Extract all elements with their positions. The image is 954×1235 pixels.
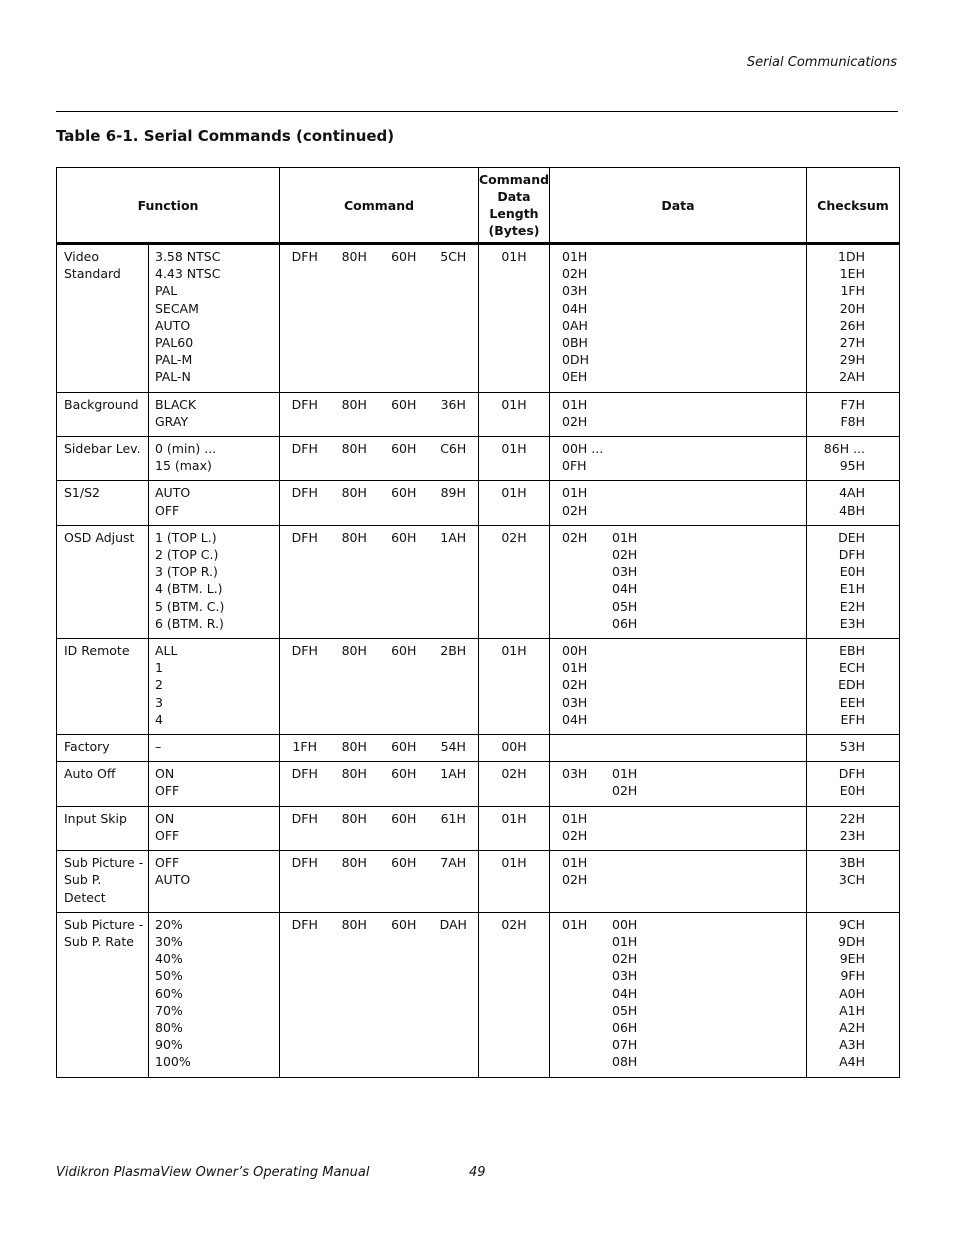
data-byte: 02H [562,266,588,282]
command-byte: 60H [391,810,417,826]
checksum-value: 3BH [839,855,865,871]
parameter-value: 3 (TOP R.) [155,564,218,580]
data-byte: 01H [612,933,638,949]
data-byte: 01H [562,249,588,264]
header-command: Command [280,168,479,244]
checksum-value: 2AH [839,369,865,385]
checksum-value: 53H [839,739,865,755]
command-byte: DFH [291,485,318,501]
data-cell [550,735,807,762]
parameter-cell [149,639,280,735]
data-cell [550,912,807,1077]
command-cell [280,735,479,762]
data-byte: 03H [612,968,638,984]
function-name: Background [64,396,139,412]
parameter-value: 1 [155,660,163,676]
command-byte: 80H [341,855,367,871]
data-byte: 00H [612,916,638,932]
checksum-cell [807,437,900,481]
parameter-value: 50% [155,968,183,984]
data-byte: 04H [562,300,588,316]
command-byte: 36H [440,396,466,412]
data-byte: 01H [562,855,588,871]
data-byte: 02H [562,529,588,545]
command-byte: 60H [391,739,417,755]
table-row [57,912,900,1077]
data-byte: 04H [562,711,588,727]
checksum-value: 9CH [838,916,865,932]
command-byte: DFH [291,249,318,264]
data-byte: 0EH [562,369,588,385]
command-byte: C6H [440,441,467,457]
command-cell [280,525,479,638]
data-cell [550,762,807,806]
length-cell [479,437,550,481]
data-byte: 04H [612,985,638,1001]
table-row [57,762,900,806]
function-cell [57,481,149,525]
parameter-value: ON [155,766,175,782]
data-byte: 05H [612,1002,638,1018]
command-cell [280,392,479,436]
data-byte: 06H [612,1019,638,1035]
data-byte: 08H [612,1054,638,1070]
checksum-value: 1EH [839,266,865,282]
data-byte: 03H [562,694,588,710]
length-cell [479,806,550,850]
length-cell [479,762,550,806]
data-byte: 01H [562,485,588,501]
parameter-value: 40% [155,951,183,967]
parameter-value: AUTO [155,317,191,333]
function-name: Detect [64,889,106,905]
serial-commands-table [56,167,900,1078]
data-byte: 00H ... [562,441,604,457]
checksum-value: A4H [839,1054,865,1070]
header-length [479,168,550,244]
page-number: 49 [469,1165,486,1180]
length-value: 01H [501,396,527,412]
command-byte: 60H [391,249,417,264]
data-byte: 01H [562,396,588,412]
checksum-cell [807,481,900,525]
command-cell [280,806,479,850]
checksum-cell [807,639,900,735]
parameter-cell [149,851,280,913]
length-cell [479,912,550,1077]
table-caption: Table 6-1. Serial Commands (continued) [56,127,395,145]
parameter-value: AUTO [155,872,191,888]
parameter-value: 20% [155,916,183,932]
table-row [57,806,900,850]
parameter-value: OFF [155,783,180,799]
command-byte: 60H [391,855,417,871]
length-value: 01H [501,441,527,457]
parameter-value: 60% [155,985,183,1001]
table-row [57,244,900,393]
length-value: 01H [501,855,527,871]
parameter-value: 90% [155,1037,183,1053]
parameter-value: 1 (TOP L.) [155,529,217,545]
checksum-value: 9DH [838,933,865,949]
command-byte: DFH [291,396,318,412]
function-name: Sidebar Lev. [64,441,141,457]
command-byte: 1AH [440,766,467,782]
checksum-value: EDH [838,677,865,693]
command-byte: 80H [341,249,367,264]
checksum-cell [807,851,900,913]
command-byte: 89H [440,485,466,501]
parameter-value: OFF [155,502,180,518]
checksum-value: E1H [839,581,865,597]
checksum-value: DFH [838,547,865,563]
checksum-value: DEH [838,529,865,545]
length-value: 02H [501,529,527,545]
length-value: 01H [501,810,527,826]
checksum-value: E3H [839,615,865,631]
parameter-value: 4 (BTM. L.) [155,581,223,597]
command-byte: DFH [291,766,318,782]
command-byte: 60H [391,396,417,412]
checksum-cell [807,762,900,806]
checksum-cell [807,735,900,762]
checksum-value: 1FH [840,283,865,299]
command-byte: 80H [341,485,367,501]
parameter-value: 80% [155,1019,183,1035]
table-row [57,481,900,525]
data-cell [550,851,807,913]
length-cell [479,735,550,762]
command-byte: 54H [440,739,466,755]
command-byte: 2BH [440,643,467,659]
parameter-value: GRAY [155,413,189,429]
command-byte: 61H [440,810,466,826]
data-byte: 00H [562,643,588,659]
checksum-value: 26H [839,317,865,333]
function-name: Sub P. [64,872,102,888]
parameter-value: 2 (TOP C.) [155,547,219,563]
function-name: Sub Picture - [64,916,144,932]
table-row [57,851,900,913]
function-name: Input Skip [64,810,127,826]
data-byte: 0FH [562,458,587,474]
checksum-value: DFH [838,766,865,782]
parameter-value: 2 [155,677,163,693]
function-name: Sub Picture - [64,855,144,871]
command-cell [280,437,479,481]
function-name: Factory [64,739,110,755]
function-name: Sub P. Rate [64,933,134,949]
checksum-value: A0H [839,985,865,1001]
checksum-value: E0H [839,783,865,799]
parameter-cell [149,392,280,436]
data-byte: 02H [562,677,588,693]
checksum-cell [807,806,900,850]
checksum-value: EFH [840,711,865,727]
checksum-cell [807,392,900,436]
length-value: 01H [501,485,527,501]
length-cell [479,639,550,735]
command-cell [280,481,479,525]
footer-title: Vidikron PlasmaView Owner’s Operating Manual [56,1165,370,1180]
checksum-value: 95H [839,458,865,474]
function-cell [57,639,149,735]
data-byte: 07H [612,1037,638,1053]
parameter-value: ON [155,810,175,826]
data-cell [550,437,807,481]
parameter-value: PAL-M [155,352,193,368]
command-cell [280,912,479,1077]
function-name: Standard [64,266,121,282]
data-byte: 03H [562,283,588,299]
parameter-cell [149,806,280,850]
checksum-value: 20H [839,300,865,316]
parameter-value: BLACK [155,396,197,412]
command-byte: DFH [291,441,318,457]
header-rule [56,111,898,112]
checksum-value: 22H [839,810,865,826]
checksum-value: 4AH [839,485,865,501]
checksum-cell [807,244,900,393]
table-row [57,392,900,436]
checksum-value: 3CH [838,872,865,888]
checksum-value: A1H [839,1002,865,1018]
parameter-value: 4 [155,711,163,727]
data-byte: 02H [612,783,638,799]
parameter-value: AUTO [155,485,191,501]
parameter-value: ALL [155,643,178,659]
checksum-value: 4BH [839,502,865,518]
checksum-value: F7H [840,396,865,412]
command-byte: 60H [391,441,417,457]
length-cell [479,392,550,436]
parameter-value: 4.43 NTSC [155,266,221,282]
data-cell [550,639,807,735]
command-byte: DFH [291,916,318,932]
command-byte: 1FH [292,739,318,755]
length-value: 02H [501,916,527,932]
data-byte: 0DH [562,352,589,368]
command-byte: 80H [341,441,367,457]
parameter-cell [149,735,280,762]
length-cell [479,851,550,913]
length-value: 00H [501,739,527,755]
checksum-value: EEH [839,694,865,710]
function-cell [57,806,149,850]
checksum-value: EBH [839,643,865,659]
command-byte: 60H [391,485,417,501]
parameter-value: 6 (BTM. R.) [155,615,224,631]
data-byte: 01H [562,660,588,676]
parameter-value: 30% [155,933,183,949]
function-cell [57,392,149,436]
command-byte: 5CH [440,249,467,264]
command-byte: 60H [391,916,417,932]
parameter-value: 100% [155,1054,191,1070]
function-cell [57,437,149,481]
command-byte: DFH [291,810,318,826]
parameter-cell [149,437,280,481]
header-length-line: Length [489,206,539,221]
length-value: 02H [501,766,527,782]
data-cell [550,806,807,850]
parameter-cell [149,481,280,525]
function-name: OSD Adjust [64,529,135,545]
function-cell [57,525,149,638]
command-byte: 80H [341,529,367,545]
command-byte: DFH [291,529,318,545]
running-header: Serial Communications [746,55,897,70]
data-byte: 01H [612,529,638,545]
function-name: Auto Off [64,766,116,782]
table-row [57,639,900,735]
table-row [57,735,900,762]
data-cell [550,392,807,436]
parameter-cell [149,762,280,806]
data-byte: 04H [612,581,638,597]
checksum-value: E2H [839,598,865,614]
function-name: ID Remote [64,643,130,659]
parameter-value: PAL-N [155,369,191,385]
checksum-cell [807,912,900,1077]
data-byte: 01H [562,810,588,826]
function-cell [57,851,149,913]
checksum-value: ECH [838,660,865,676]
data-cell [550,525,807,638]
parameter-value: PAL60 [155,335,194,351]
data-byte: 0BH [562,335,588,351]
parameter-value: 3 [155,694,163,710]
parameter-value: 5 (BTM. C.) [155,598,225,614]
function-cell [57,735,149,762]
data-byte: 05H [612,598,638,614]
header-length-line: Data [497,189,531,204]
checksum-value: 9FH [840,968,865,984]
header-checksum: Checksum [807,168,900,244]
parameter-value: OFF [155,827,180,843]
command-byte: DAH [439,916,467,932]
checksum-value: F8H [840,413,865,429]
parameter-cell [149,525,280,638]
data-byte: 01H [612,766,638,782]
parameter-value: 15 (max) [155,458,212,474]
parameter-value: 3.58 NTSC [155,249,221,264]
command-byte: 80H [341,916,367,932]
data-byte: 02H [612,547,638,563]
table-row [57,437,900,481]
header-length-line: Command [479,172,550,187]
table-header-row [57,168,900,244]
header-function: Function [57,168,280,244]
checksum-value: 86H ... [823,441,865,457]
data-byte: 02H [612,951,638,967]
data-byte: 02H [562,827,588,843]
length-value: 01H [501,643,527,659]
function-cell [57,762,149,806]
data-byte: 03H [612,564,638,580]
checksum-value: E0H [839,564,865,580]
command-byte: 1AH [440,529,467,545]
parameter-value: – [155,739,162,755]
function-name: Video [64,249,100,264]
data-byte: 03H [562,766,588,782]
checksum-value: A3H [839,1037,865,1053]
parameter-cell [149,912,280,1077]
command-byte: 60H [391,529,417,545]
command-byte: 60H [391,643,417,659]
checksum-value: 29H [839,352,865,368]
parameter-value: 70% [155,1002,183,1018]
command-byte: 80H [341,810,367,826]
command-byte: 7AH [440,855,467,871]
checksum-cell [807,525,900,638]
data-byte: 06H [612,615,638,631]
checksum-value: 27H [839,335,865,351]
checksum-value: 23H [839,827,865,843]
data-byte: 0AH [562,317,588,333]
command-byte: 80H [341,396,367,412]
parameter-value: PAL [155,283,178,299]
parameter-value: SECAM [155,300,199,316]
parameter-value: 0 (min) ... [155,441,217,457]
parameter-cell [149,244,280,393]
data-byte: 01H [562,916,588,932]
function-cell [57,912,149,1077]
table-row [57,525,900,638]
header-length-line: (Bytes) [488,223,540,238]
length-cell [479,525,550,638]
parameter-value: OFF [155,855,180,871]
command-byte: 60H [391,766,417,782]
checksum-value: 1DH [838,249,865,264]
command-cell [280,762,479,806]
command-byte: DFH [291,855,318,871]
length-cell [479,244,550,393]
data-byte: 02H [562,502,588,518]
header-data: Data [550,168,807,244]
length-value: 01H [501,249,527,264]
command-cell [280,244,479,393]
command-cell [280,639,479,735]
command-byte: DFH [291,643,318,659]
checksum-value: A2H [839,1019,865,1035]
command-byte: 80H [341,739,367,755]
command-byte: 80H [341,766,367,782]
data-cell [550,481,807,525]
checksum-value: 9EH [839,951,865,967]
data-byte: 02H [562,872,588,888]
command-cell [280,851,479,913]
data-cell [550,244,807,393]
function-cell [57,244,149,393]
function-name: S1/S2 [64,485,100,501]
command-byte: 80H [341,643,367,659]
data-byte: 02H [562,413,588,429]
length-cell [479,481,550,525]
